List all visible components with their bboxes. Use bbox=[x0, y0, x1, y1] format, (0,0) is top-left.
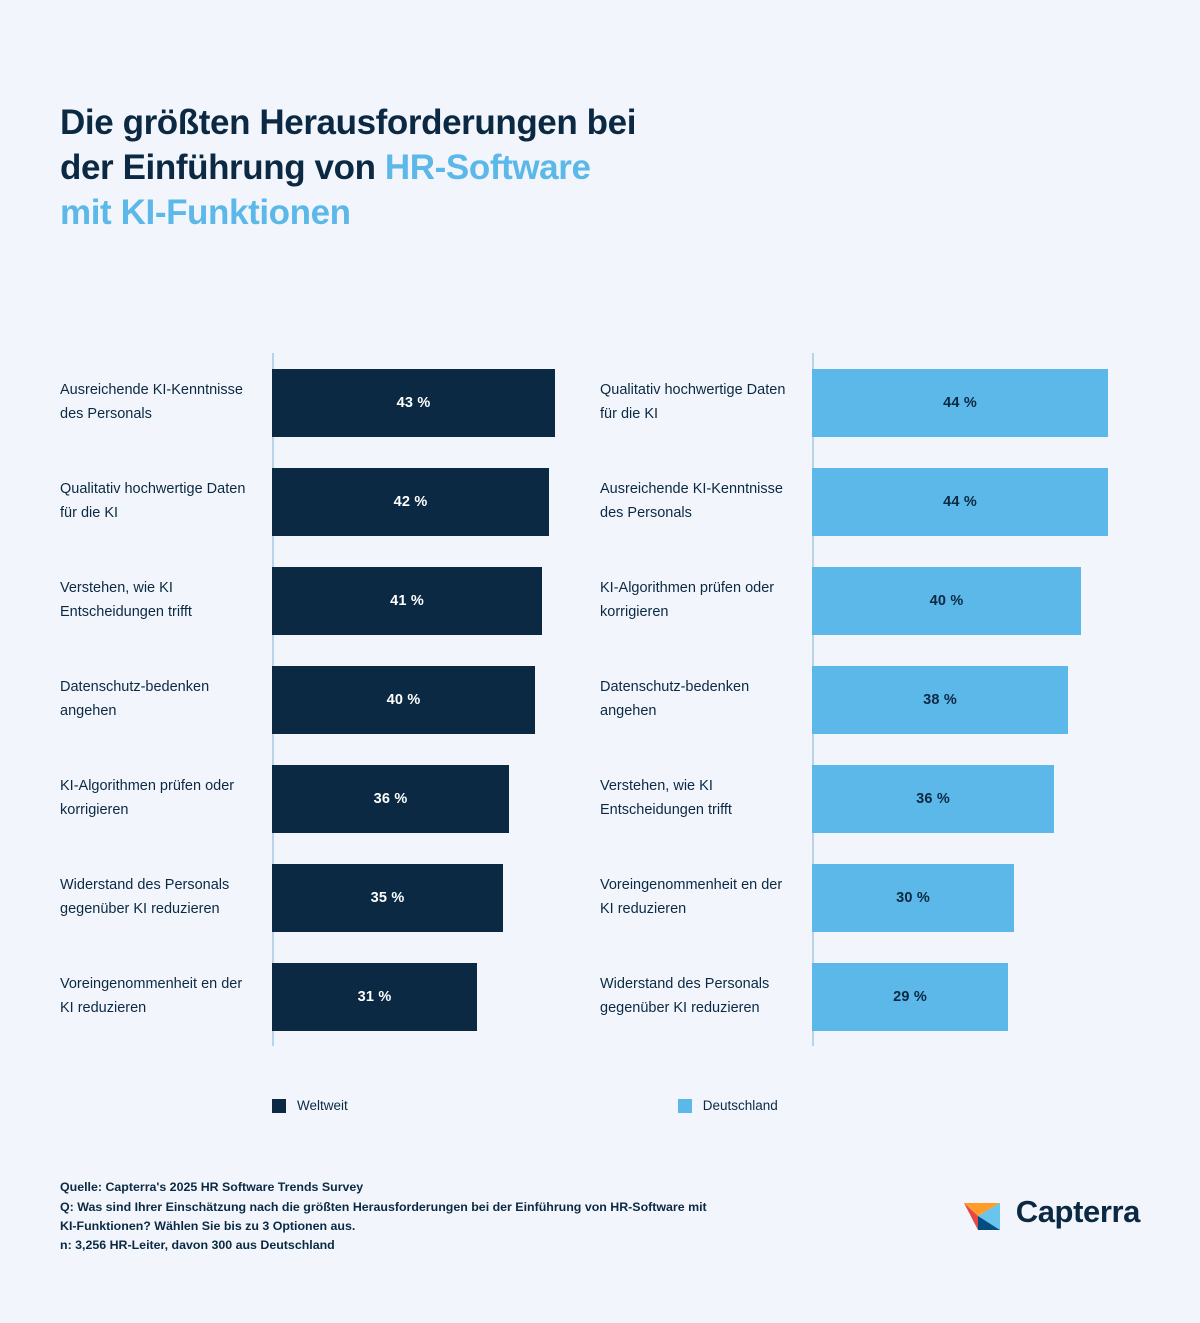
bar-value-label: 42 % bbox=[393, 493, 428, 510]
bar-row bbox=[60, 749, 600, 848]
page-title bbox=[60, 23, 960, 235]
bar-category-label: KI-Algorithmen prüfen oder korrigieren bbox=[60, 778, 235, 818]
bar-track bbox=[812, 666, 1140, 734]
bar bbox=[272, 864, 503, 932]
bar bbox=[812, 666, 1068, 734]
bar bbox=[272, 369, 555, 437]
bar-category-label: Ausreichende KI-Kenntnisse des Personals bbox=[60, 382, 243, 422]
bar-value-label: 44 % bbox=[943, 394, 977, 411]
bar-track bbox=[272, 666, 600, 734]
bar bbox=[812, 468, 1108, 536]
bar-category-label: Qualitativ hochwertige Daten für die KI bbox=[600, 382, 786, 422]
bar-track bbox=[812, 864, 1140, 932]
bar-row bbox=[600, 452, 1140, 551]
bar-row bbox=[60, 650, 600, 749]
bar-value-label: 38 % bbox=[923, 691, 957, 708]
bar-value-label: 36 % bbox=[916, 790, 950, 807]
bar-value-label: 41 % bbox=[390, 592, 424, 609]
bar-value-label: 30 % bbox=[896, 889, 930, 906]
bar-track bbox=[272, 765, 600, 833]
bar bbox=[812, 963, 1008, 1031]
bar-category-label: KI-Algorithmen prüfen oder korrigieren bbox=[600, 580, 775, 620]
bar-row bbox=[600, 353, 1140, 452]
title-line-2-accent: HR-Software bbox=[384, 148, 591, 188]
bar-value-label: 40 % bbox=[386, 691, 421, 708]
bar-track bbox=[272, 567, 600, 635]
bar-value-label: 44 % bbox=[943, 493, 977, 510]
bar-row bbox=[600, 749, 1140, 848]
bar-row bbox=[60, 452, 600, 551]
capterra-logo-icon bbox=[960, 1190, 1004, 1234]
bar-row bbox=[600, 848, 1140, 947]
bar-track bbox=[812, 369, 1140, 437]
bar bbox=[812, 765, 1054, 833]
bar-value-label: 29 % bbox=[893, 988, 927, 1005]
bar-category-label: Widerstand des Personals gegenüber KI reduzieren bbox=[600, 976, 770, 1016]
bar bbox=[812, 864, 1014, 932]
footer bbox=[60, 1178, 1140, 1255]
bar-category-label: Datenschutz-bedenken angehen bbox=[60, 679, 210, 719]
charts-container bbox=[60, 353, 1140, 1046]
bar-track bbox=[812, 468, 1140, 536]
bar-category-label: Ausreichende KI-Kenntnisse des Personals bbox=[600, 481, 783, 521]
chart-deutschland bbox=[600, 353, 1140, 1046]
source-note bbox=[60, 1178, 707, 1255]
bar-row bbox=[60, 848, 600, 947]
bar-row bbox=[60, 947, 600, 1046]
legend-item-deutschland bbox=[678, 1098, 778, 1113]
legend-item-weltweit bbox=[272, 1098, 348, 1113]
bar-category-label: Voreingenommenheit en der KI reduzieren bbox=[600, 877, 783, 917]
legend-swatch-icon bbox=[272, 1099, 286, 1113]
bar-category-label: Voreingenommenheit en der KI reduzieren bbox=[60, 976, 243, 1016]
bar-category-label: Datenschutz-bedenken angehen bbox=[600, 679, 750, 719]
bar-track bbox=[812, 567, 1140, 635]
bar-row bbox=[600, 551, 1140, 650]
bar-category-label: Verstehen, wie KI Entscheidungen trifft bbox=[600, 778, 732, 818]
bar bbox=[812, 369, 1108, 437]
bar-track bbox=[812, 963, 1140, 1031]
source-line-4: n: 3,256 HR-Leiter, davon 300 aus Deutschland bbox=[60, 1238, 335, 1253]
bar-value-label: 35 % bbox=[370, 889, 405, 906]
bar bbox=[812, 567, 1081, 635]
bar bbox=[272, 765, 509, 833]
bar bbox=[272, 666, 535, 734]
legend-label: Weltweit bbox=[297, 1098, 348, 1114]
bar-row bbox=[60, 353, 600, 452]
bar-track bbox=[812, 765, 1140, 833]
title-line-3-accent: mit KI-Funktionen bbox=[60, 193, 351, 233]
bar-value-label: 31 % bbox=[357, 988, 392, 1005]
bar-category-label: Verstehen, wie KI Entscheidungen trifft bbox=[60, 580, 192, 620]
bar-category-label: Widerstand des Personals gegenüber KI reduzieren bbox=[60, 877, 230, 917]
bar-track bbox=[272, 369, 600, 437]
legend-label: Deutschland bbox=[702, 1098, 778, 1114]
bar bbox=[272, 963, 477, 1031]
source-line-2: Q: Was sind Ihrer Einschätzung nach die größten Herausforderungen bei der Einführung von HR-Software mit bbox=[60, 1199, 707, 1214]
title-line-1: Die größten Herausforderungen bei bbox=[60, 103, 637, 143]
brand-logo bbox=[960, 1178, 1140, 1234]
brand-name: Capterra bbox=[1015, 1194, 1140, 1230]
source-line-3: KI-Funktionen? Wählen Sie bis zu 3 Optionen aus. bbox=[60, 1218, 356, 1233]
title-line-2-plain: der Einführung von bbox=[60, 148, 385, 188]
chart-legend bbox=[60, 1098, 1140, 1113]
legend-swatch-icon bbox=[678, 1099, 692, 1113]
bar-track bbox=[272, 864, 600, 932]
bar-track bbox=[272, 468, 600, 536]
chart-weltweit bbox=[60, 353, 600, 1046]
bar-value-label: 36 % bbox=[373, 790, 408, 807]
bar-row bbox=[60, 551, 600, 650]
bar-category-label: Qualitativ hochwertige Daten für die KI bbox=[60, 481, 246, 521]
bar-row bbox=[600, 947, 1140, 1046]
bar-row bbox=[600, 650, 1140, 749]
bar-track bbox=[272, 963, 600, 1031]
bar-value-label: 43 % bbox=[396, 394, 431, 411]
infographic-page bbox=[0, 23, 1200, 1323]
bar bbox=[272, 567, 542, 635]
bar-value-label: 40 % bbox=[929, 592, 964, 609]
bar bbox=[272, 468, 549, 536]
source-line-1: Quelle: Capterra's 2025 HR Software Trends Survey bbox=[60, 1180, 364, 1195]
